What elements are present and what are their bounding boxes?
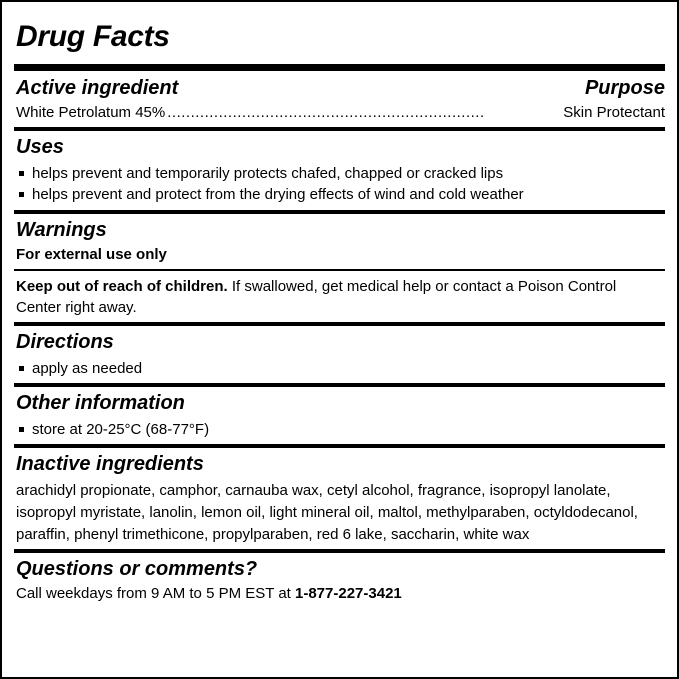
leader-dots: .................................................................... xyxy=(167,104,485,121)
uses-heading: Uses xyxy=(16,136,64,158)
divider-inactive-ingredients xyxy=(14,444,665,448)
questions-heading: Questions or comments? xyxy=(16,558,258,581)
section-other-information xyxy=(14,392,665,440)
divider-other-information xyxy=(14,383,665,387)
purpose-heading: Purpose xyxy=(584,77,665,99)
section-questions xyxy=(14,558,665,602)
divider-warnings xyxy=(14,210,665,214)
section-active-ingredient xyxy=(14,77,665,121)
section-uses xyxy=(14,136,665,206)
active-ingredient-name: White Petrolatum 45% xyxy=(16,104,166,121)
uses-list xyxy=(14,163,665,206)
keep-out-of-reach-warning xyxy=(16,276,665,318)
directions-heading: Directions xyxy=(16,330,114,353)
keep-out-rest: If swallowed, get medical help or contact a Poison Control Center right away. xyxy=(16,277,617,316)
active-ingredient-row xyxy=(16,104,665,121)
keep-out-lead: Keep out of reach of children. xyxy=(16,277,228,295)
contact-line xyxy=(16,585,665,602)
warnings-heading: Warnings xyxy=(16,218,107,241)
active-ingredient-header-row xyxy=(16,77,665,100)
list-item: helps prevent and protect from the drying effects of wind and cold weather xyxy=(18,184,665,205)
divider-questions xyxy=(14,549,665,553)
section-directions xyxy=(14,331,665,379)
active-ingredient-purpose: Skin Protectant xyxy=(563,104,665,121)
external-use-warning: For external use only xyxy=(16,245,167,263)
divider-thick xyxy=(14,64,665,71)
inactive-ingredients-text: arachidyl propionate, camphor, carnauba wax, cetyl alcohol, fragrance, isopropyl lanolate, isopropyl myristate, lanolin, lemon oil, light mineral oil, maltol, methylparaben, octyldodecanol, paraffin, phenyl trimethicone, propylparaben, red 6 lake, saccharin, white wax xyxy=(16,482,638,543)
list-item: store at 20-25°C (68-77°F) xyxy=(18,419,665,440)
inactive-ingredients-heading: Inactive ingredients xyxy=(16,453,204,476)
section-warnings xyxy=(14,219,665,318)
active-ingredient-heading: Active ingredient xyxy=(16,77,179,99)
list-item: helps prevent and temporarily protects chafed, chapped or cracked lips xyxy=(18,163,665,184)
page-title: Drug Facts xyxy=(16,20,170,53)
divider-directions xyxy=(14,322,665,326)
divider-uses xyxy=(14,127,665,131)
other-information-heading: Other information xyxy=(16,391,185,414)
list-item: apply as needed xyxy=(18,358,665,379)
phone-number: 1-877-227-3421 xyxy=(295,585,402,603)
other-information-list xyxy=(14,419,665,440)
divider-keep-out xyxy=(14,269,665,271)
section-inactive-ingredients xyxy=(14,453,665,545)
directions-list xyxy=(14,358,665,379)
call-prefix: Call weekdays from 9 AM to 5 PM EST at xyxy=(16,585,295,603)
